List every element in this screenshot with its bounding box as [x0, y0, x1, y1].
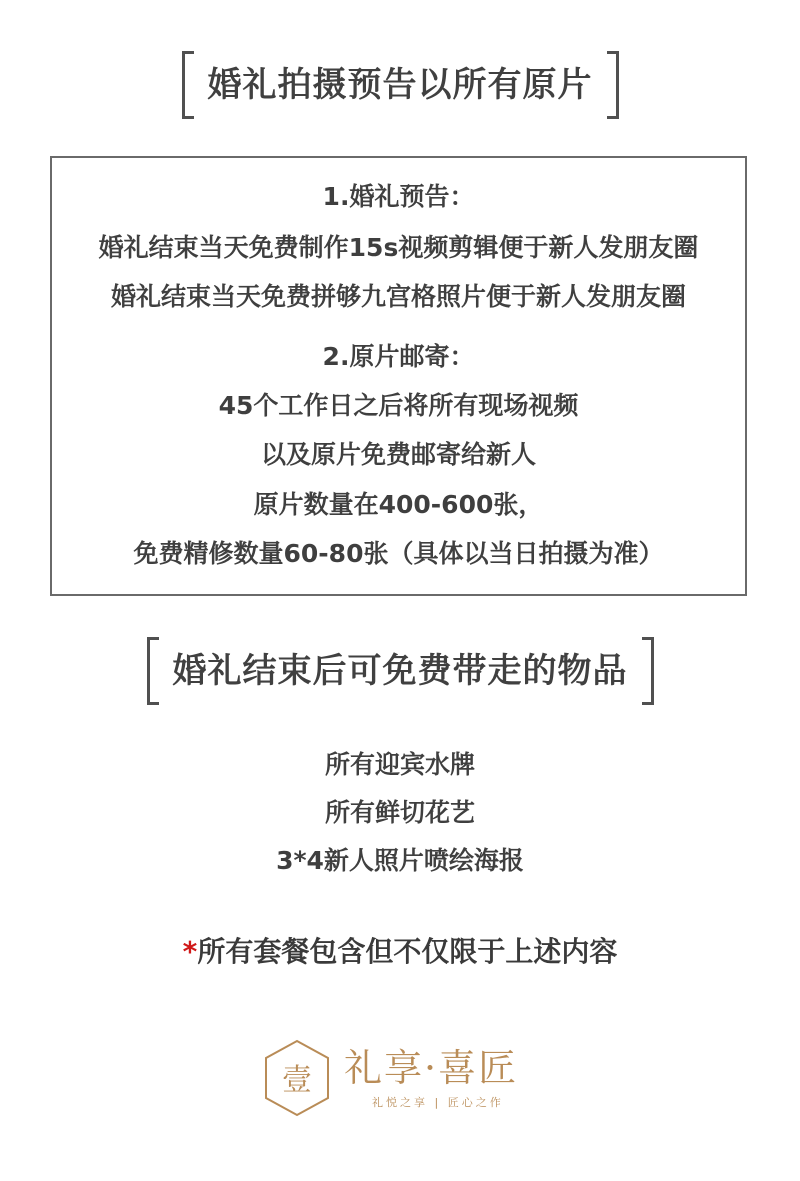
list-item: 3*4新人照片喷绘海报 [276, 846, 524, 875]
right-bracket [642, 637, 654, 705]
logo-name: 礼享·喜匠 [344, 1046, 519, 1090]
logo-mark-char: 壹 [282, 1063, 312, 1098]
preview-line: 婚礼结束当天免费制作15s视频剪辑便于新人发朋友圈 [98, 233, 699, 262]
info-box [50, 156, 747, 596]
brand-logo [262, 1038, 542, 1120]
heading-container [147, 637, 654, 705]
heading-container [182, 51, 619, 119]
mail-line: 免费精修数量60-80张（具体以当日拍摄为准） [133, 539, 664, 568]
list-item: 所有迎宾水牌 [324, 750, 475, 779]
section-heading-preview [0, 51, 800, 119]
mail-line: 以及原片免费邮寄给新人 [260, 440, 536, 469]
list-item: 所有鲜切花艺 [324, 798, 475, 827]
section-title: 婚礼拍摄预告以所有原片 [207, 65, 593, 105]
section-title: 婚礼结束后可免费带走的物品 [172, 651, 628, 691]
preview-line: 婚礼结束当天免费拼够九宫格照片便于新人发朋友圈 [110, 282, 686, 311]
left-bracket [182, 51, 194, 119]
hexagon-logo-icon [262, 1038, 332, 1120]
mail-line: 原片数量在400-600张， [253, 490, 544, 519]
asterisk-mark: * [182, 935, 198, 968]
mail-line: 45个工作日之后将所有现场视频 [218, 391, 579, 420]
right-bracket [607, 51, 619, 119]
section-heading-takeaway [0, 637, 800, 705]
notice-text: 所有套餐包含但不仅限于上述内容 [197, 935, 618, 968]
left-bracket [147, 637, 159, 705]
preview-heading: 1.婚礼预告： [322, 182, 475, 211]
mail-heading: 2.原片邮寄： [322, 342, 475, 371]
package-notice [0, 932, 800, 972]
logo-tagline: 礼悦之享 | 匠心之作 [372, 1096, 504, 1109]
